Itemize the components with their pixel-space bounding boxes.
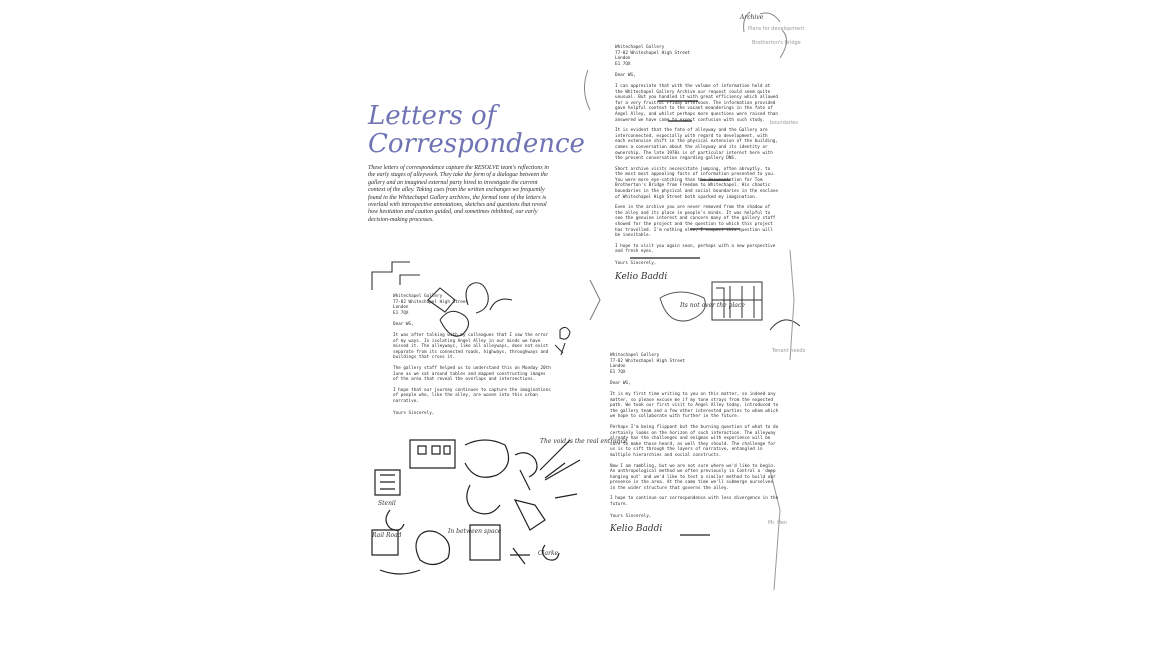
letter1-addr-line1: Whitechapel Gallery xyxy=(393,294,443,299)
letter2-paragraph-1: I can appreciate that with the volume of information held at the Whitechapel Gallery Archive our request could seem quite unusual. But you handled it with great efficiency which allowed for a very fruitful Friday afternoon. The information provided gave helpful context to the vacant meanderings in the fate of Angel Alley, and whilst perhaps more questions were raised than answered we have come to expect confusion with such study. xyxy=(615,83,778,123)
annotation-boundaries: boundaries xyxy=(770,120,798,126)
title-line-1: Letters of xyxy=(368,101,497,131)
annotation-void: The void is the real entrance xyxy=(540,438,628,445)
letter3-addr-line3: London xyxy=(610,364,626,370)
letter1-closing: Yours Sincerely, xyxy=(393,410,435,416)
letter3-addr-line2: 77-82 Whitechapel High Street xyxy=(610,358,686,364)
letter3-salutation: Dear WG, xyxy=(610,381,631,387)
letter2-addr-line2: 77-82 Whitechapel High Street xyxy=(615,50,691,56)
title-line-2: Correspondence xyxy=(368,129,585,159)
letter3-closing: Yours Sincerely, xyxy=(610,513,652,519)
letter2-paragraph-5: I hope to visit you again soon, perhaps with a new perspective and fresh eyes. xyxy=(615,243,776,255)
letter3-paragraph-4: I hope to continue our correspondence with less divergence in the future. xyxy=(610,496,779,508)
letter1-paragraph-3: I hope that our journey continues to capture the imaginations of people who, like the alley, are woven into this urban narrative. xyxy=(393,387,551,404)
annotation-tenant: Tenant needs xyxy=(772,348,806,354)
letter2-signature: Kelio Baddi xyxy=(615,271,668,282)
annotation-stenil: Stenil xyxy=(378,500,396,507)
letter-3 xyxy=(610,353,780,533)
intro-paragraph: These letters of correspondence capture the RESOLVE team's reflections in the early stages of alleywork. They take the form of a dialogue between the gallery and an imagined external party hired to investigate the current context of the alley. Taking cues from the written exchanges we frequently found in the Whitechapel Gallery archives, the formal tone of the letters is overlaid with introspective annotations, sketches and questions that reveal how hesitation and caution guided, and sometimes inhibited, our early decision-making processes. xyxy=(368,165,549,223)
letter3-paragraph-2: Perhaps I'm being flippant but the burning question of what to do certainly looms on the horizon of such interaction. The alleyway already has the challenges and enigmas with experience will be sure to make those heard, as well they should. The challenge for us is to sift through the layers of narrative, entangled in multiple hierarchies and social constructs. xyxy=(610,424,779,458)
letter2-paragraph-2: It is evident that the fate of alleyway and the Gallery are interconnected, especially with regard to development, with each extension shift in the physical extension of the building, comes a conversation about the alleyway and its identity or ownership. The late 1970s is of particular interest here with the present conversation regarding gallery DNS. xyxy=(615,128,778,162)
annotation-bridge: Brotherton's Bridge xyxy=(752,40,801,46)
letter2-paragraph-3: Short archive visits necessitate jumping, often abruptly, to the most most appealing facts of information presented to you. You were more eye-catching than the documentation for Tom Brotherton's Bridge from Freedom to Whitechapel. His chaotic boundaries in the physical and social boundaries in the enclave of Whitechapel High Street both sparked my imagination. xyxy=(615,166,778,200)
letter3-addr-line1: Whitechapel Gallery xyxy=(610,353,660,358)
letter-1 xyxy=(393,294,551,416)
annotation-clarke: Clarke xyxy=(538,550,559,557)
annotation-plans: Plans for development xyxy=(748,26,805,32)
letter1-address xyxy=(393,294,551,316)
letter3-addr-line4: E1 7QX xyxy=(610,369,626,375)
annotation-mr-hen: Mr. Hen xyxy=(768,520,788,526)
letter2-addr-line1: Whitechapel Gallery xyxy=(615,45,665,50)
annotation-archive: Archive xyxy=(740,14,764,21)
letter2-address xyxy=(615,45,780,67)
letter1-addr-line4: E1 7QX xyxy=(393,310,409,316)
annotation-rail-road: Rail Road xyxy=(372,532,402,539)
annotation-in-between: In between space xyxy=(448,528,502,535)
annotation-not-over: Its not over the place xyxy=(680,302,745,309)
letter2-salutation: Dear WG, xyxy=(615,73,636,79)
letter1-salutation: Dear WG, xyxy=(393,322,414,328)
letter3-paragraph-3: Now I am rambling, but we are not sure where we'd like to begin. An anthropological method we often previously in Control a 'deep hanging out' and we'd like to test a similar method to build our presence in the area. At the same time we'll submerge ourselves in the wider structure that governs the alley. xyxy=(610,463,776,491)
letter3-address xyxy=(610,353,780,375)
letter2-closing: Yours Sincerely, xyxy=(615,261,657,266)
letter2-addr-line4: E1 7QX xyxy=(615,61,631,67)
letter3-signature: Kelio Baddi xyxy=(610,524,663,535)
letter1-addr-line2: 77-82 Whitechapel High Street xyxy=(393,299,469,305)
letter3-paragraph-1: It is my first time writing to you on this matter, so indeed any matter, so please excuse me if my tone strays from the expected path. We took our first visit to Angel Alley today, introduced to the gallery team and a few other interested parties to whom which we hope to collaborate with further in the future. xyxy=(610,391,779,420)
letter2-addr-line3: London xyxy=(615,56,631,62)
letter1-addr-line3: London xyxy=(393,305,409,311)
page-title xyxy=(368,101,585,159)
letter-2 xyxy=(615,45,780,280)
letter1-paragraph-2: The gallery staff helped us to understand this on Monday 20th June as we sat around tables and mapped constructing images of the area that reveal the overlaps and intersections. xyxy=(393,365,551,383)
letter1-paragraph-1: It was after talking with my colleagues that I saw the error of my ways. In isolating Angel Alley in our minds we have missed it. The alleyways, like all alleyways, does not exist separate from its connected roads, highways, throughways and buildings that cross it. xyxy=(393,332,549,361)
letter2-paragraph-4: Even in the archive you are never removed from the shadow of the alley and its place in people's minds. It was helpful to see the genuine interest and concern many of the gallery staff showed for the project and the question to which this project has travelled. I'm nothing else, I suspect this question will be inevitable. xyxy=(615,205,776,239)
